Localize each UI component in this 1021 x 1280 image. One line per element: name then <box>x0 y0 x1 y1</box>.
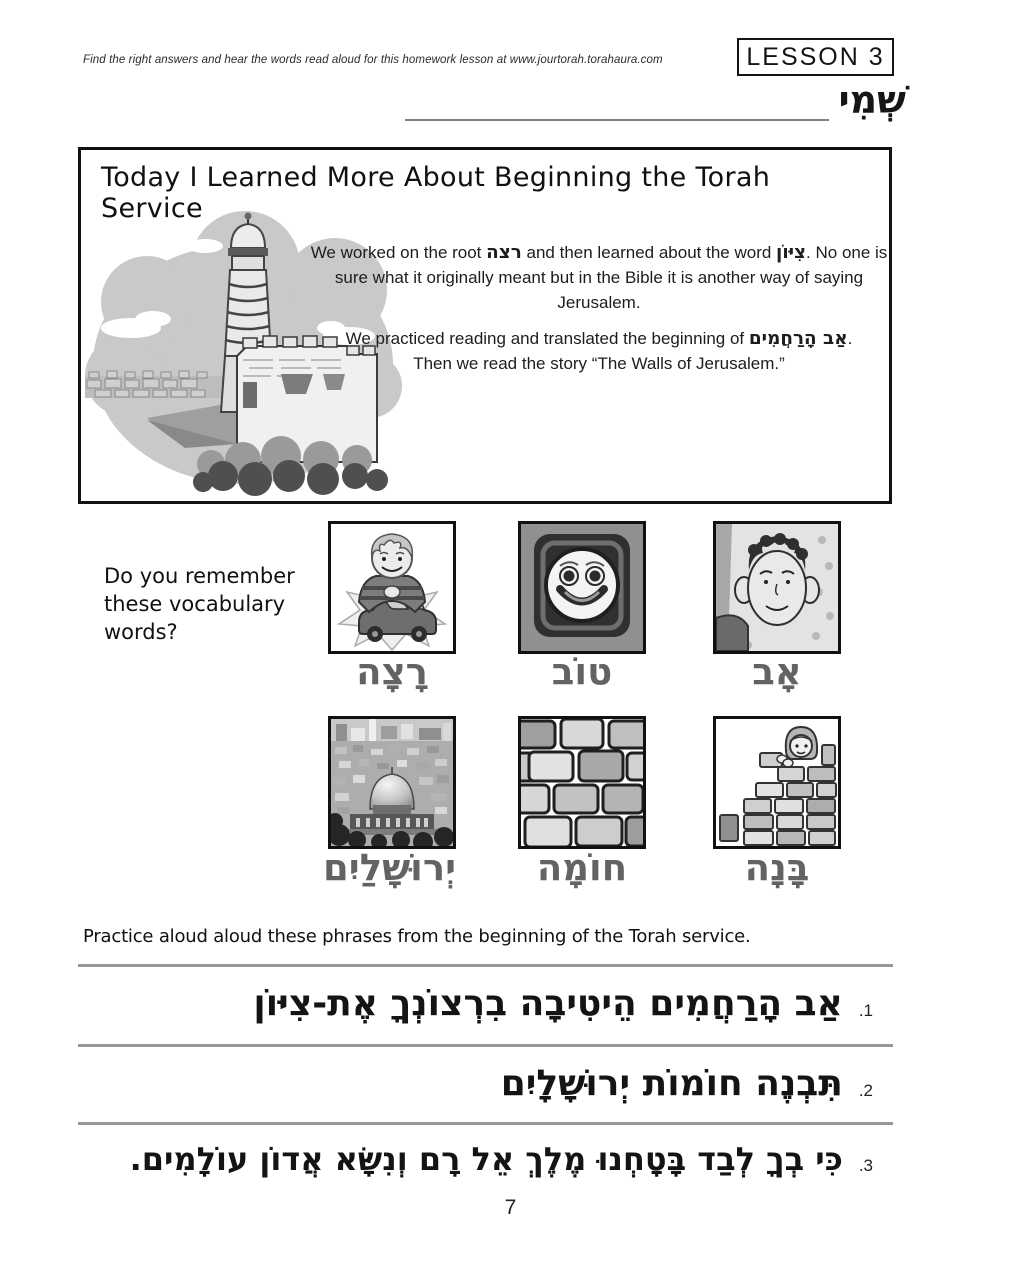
vocab-word-av: אָב <box>752 650 802 693</box>
boy-wishing-for-toy-car-icon <box>331 524 453 651</box>
vocab-image-ratzah <box>328 521 456 654</box>
name-writing-line <box>405 119 829 121</box>
divider-line <box>78 964 893 967</box>
p1-text2: and then learned about the word <box>521 243 777 262</box>
phrase-2-hebrew: תִּבְנֶה חוֹמוֹת יְרוּשָׁלָיִם <box>500 1063 843 1105</box>
p2-text: We practiced reading and translated the beginning of <box>345 329 749 348</box>
p1-hebrew-root: רצה <box>486 242 522 263</box>
lesson-paragraph-1 <box>299 240 899 315</box>
p1-text: We worked on the root <box>310 243 487 262</box>
vocab-image-av <box>713 521 841 654</box>
vocab-image-yerushalayim <box>328 716 456 849</box>
phrase-row-3 <box>130 1126 873 1192</box>
lesson-title: Today I Learned More About Beginning the Torah Service <box>101 162 771 224</box>
lesson-badge <box>737 38 894 76</box>
vocab-image-banah <box>713 716 841 849</box>
p1-hebrew-tzion: צִיּוֹן <box>776 242 807 263</box>
jerusalem-city-photo <box>331 719 453 846</box>
vocab-word-tov: טוֹב <box>551 650 613 693</box>
vocab-word-ratzah: רָצָה <box>356 650 428 693</box>
vocab-word-banah: בָּנָה <box>744 846 810 889</box>
vocab-image-chomah <box>518 716 646 849</box>
stone-wall-icon <box>521 719 643 846</box>
vocab-word-chomah: חוֹמָה <box>536 846 628 889</box>
homework-hint: Find the right answers and hear the words read aloud for this homework lesson at www.jourtorah.torahaura.com <box>83 54 663 66</box>
p2-hebrew-av-harachamim: אַב הָרַחֲמִים <box>748 328 848 349</box>
page-number: 7 <box>504 1196 517 1219</box>
phrase-1-number: .1 <box>858 1001 873 1020</box>
practice-instruction: Practice aloud aloud these phrases from the beginning of the Torah service. <box>83 926 751 947</box>
lesson-badge-label: LESSON 3 <box>746 42 885 71</box>
father-face-icon <box>716 524 838 651</box>
vocab-prompt: Do you remember these vocabulary words? <box>104 564 295 644</box>
divider-line <box>78 1044 893 1047</box>
phrase-row-1 <box>253 968 873 1040</box>
p2-text2: . Then we read the story “The Walls of Jerusalem.” <box>413 329 853 373</box>
lesson-summary-box <box>78 147 892 504</box>
phrase-1-hebrew: אַב הָרַחֲמִים הֵיטִיבָה בִרְצוֹנְךָ אֶת-צִיּוֹן <box>253 983 843 1025</box>
p1-text3: . No one is sure what it originally meant but in the Bible it is another way of saying Jerusalem. <box>334 243 888 312</box>
my-name-hebrew-label: שְׁמִי <box>838 78 906 122</box>
divider-line <box>78 1122 893 1125</box>
vocab-word-yerushalayim: יְרוּשָׁלַיִם <box>323 846 456 889</box>
phrase-2-number: .2 <box>858 1081 873 1100</box>
girl-building-wall-icon <box>716 719 838 846</box>
phrase-3-hebrew: כִּי בְךָ לְבַד בָּטָחְנוּ מֶלֶךְ אֵל רָם וְנִשָּׂא אֲדוֹן עוֹלָמִים. <box>129 1139 843 1178</box>
phrase-3-number: .3 <box>858 1156 873 1175</box>
lesson-paragraph-2 <box>339 326 859 376</box>
smiley-face-icon <box>521 524 643 651</box>
vocab-image-tov <box>518 521 646 654</box>
phrase-row-2 <box>501 1048 873 1120</box>
